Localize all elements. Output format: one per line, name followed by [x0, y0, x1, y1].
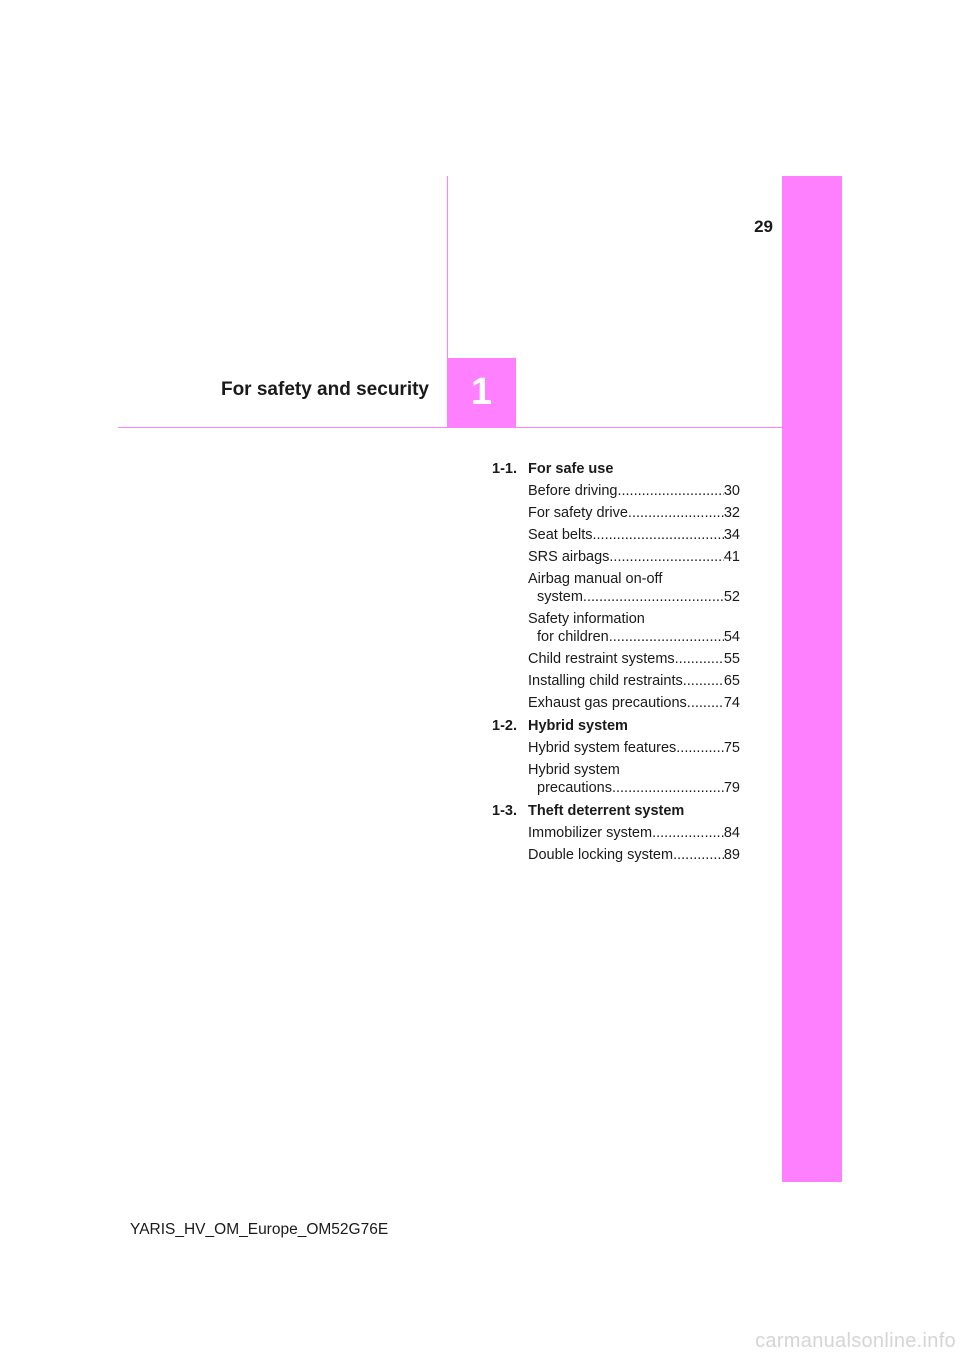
toc-section-heading[interactable] [492, 717, 740, 735]
toc-entry-page: 32 [723, 505, 740, 521]
toc-leader-dots [609, 628, 724, 646]
toc-entry-page: 84 [723, 825, 740, 841]
header-vertical-rule [447, 176, 448, 358]
page-number: 29 [754, 217, 773, 236]
toc-leader-dots [687, 694, 724, 712]
toc-leader-dots [609, 548, 723, 566]
toc-entry[interactable] [492, 694, 740, 712]
watermark: carmanualsonline.info [755, 1330, 956, 1352]
toc-entry-title: Immobilizer system [528, 825, 653, 841]
toc-leader-dots [612, 779, 724, 797]
table-of-contents [492, 460, 740, 869]
toc-leader-dots [593, 526, 724, 544]
toc-entry-page: 65 [723, 673, 740, 689]
toc-section [492, 717, 740, 797]
toc-entry-title: system [537, 589, 583, 605]
toc-entry-title: Double locking system [528, 847, 674, 863]
toc-entry-page: 41 [723, 549, 740, 565]
toc-leader-dots [617, 482, 723, 500]
chapter-number-box [447, 358, 516, 427]
toc-entry-title: Child restraint systems [528, 651, 675, 667]
toc-section-number: 1-3. [492, 803, 517, 819]
toc-entry-page: 74 [723, 695, 740, 711]
toc-entry[interactable] [492, 570, 740, 606]
toc-entry-page: 79 [723, 780, 740, 796]
toc-entry-page: 89 [723, 847, 740, 863]
toc-entry-title: Installing child restraints [528, 673, 683, 689]
toc-entry[interactable] [492, 761, 740, 797]
toc-entry-title: precautions [537, 780, 612, 796]
toc-entry-page: 34 [723, 527, 740, 543]
toc-section-heading[interactable] [492, 460, 740, 478]
toc-entry[interactable] [492, 610, 740, 646]
chapter-title: For safety and security [220, 379, 429, 400]
toc-entry-title: SRS airbags [528, 549, 610, 565]
toc-entry[interactable] [492, 526, 740, 544]
document-code: YARIS_HV_OM_Europe_OM52G76E [130, 1221, 389, 1238]
toc-section-heading[interactable] [492, 802, 740, 820]
toc-entry-page: 54 [723, 629, 740, 645]
toc-entry[interactable] [492, 824, 740, 842]
toc-entry[interactable] [492, 672, 740, 690]
toc-entry[interactable] [492, 650, 740, 668]
toc-entry-title: Hybrid system [528, 762, 620, 778]
header-horizontal-rule [118, 427, 782, 428]
toc-entry-title: Airbag manual on-off [528, 571, 663, 587]
chapter-number: 1 [470, 371, 493, 413]
toc-section-number: 1-1. [492, 461, 517, 477]
toc-section [492, 460, 740, 712]
toc-entry[interactable] [492, 846, 740, 864]
toc-entry-title: for children [537, 629, 609, 645]
toc-entry[interactable] [492, 548, 740, 566]
toc-section-title: Hybrid system [528, 718, 628, 734]
toc-section-number: 1-2. [492, 718, 517, 734]
toc-entry-title: Seat belts [528, 527, 593, 543]
toc-leader-dots [676, 739, 724, 757]
toc-section-title: Theft deterrent system [528, 803, 685, 819]
chapter-side-tab [782, 176, 842, 1182]
toc-entry[interactable] [492, 482, 740, 500]
toc-leader-dots [683, 672, 724, 690]
toc-leader-dots [652, 824, 724, 842]
toc-leader-dots [673, 846, 724, 864]
toc-entry[interactable] [492, 739, 740, 757]
toc-entry[interactable] [492, 504, 740, 522]
toc-entry-page: 75 [723, 740, 740, 756]
toc-entry-title: Exhaust gas precautions [528, 695, 687, 711]
toc-leader-dots [628, 504, 724, 522]
toc-entry-title: Safety information [528, 611, 645, 627]
toc-entry-page: 52 [723, 589, 740, 605]
toc-entry-title: Before driving [528, 483, 618, 499]
toc-section-title: For safe use [528, 461, 614, 477]
toc-leader-dots [675, 650, 724, 668]
toc-section [492, 802, 740, 864]
toc-leader-dots [583, 588, 724, 606]
toc-entry-page: 30 [723, 483, 740, 499]
toc-entry-title: For safety drive [528, 505, 628, 521]
toc-entry-page: 55 [723, 651, 740, 667]
toc-entry-title: Hybrid system features [528, 740, 677, 756]
